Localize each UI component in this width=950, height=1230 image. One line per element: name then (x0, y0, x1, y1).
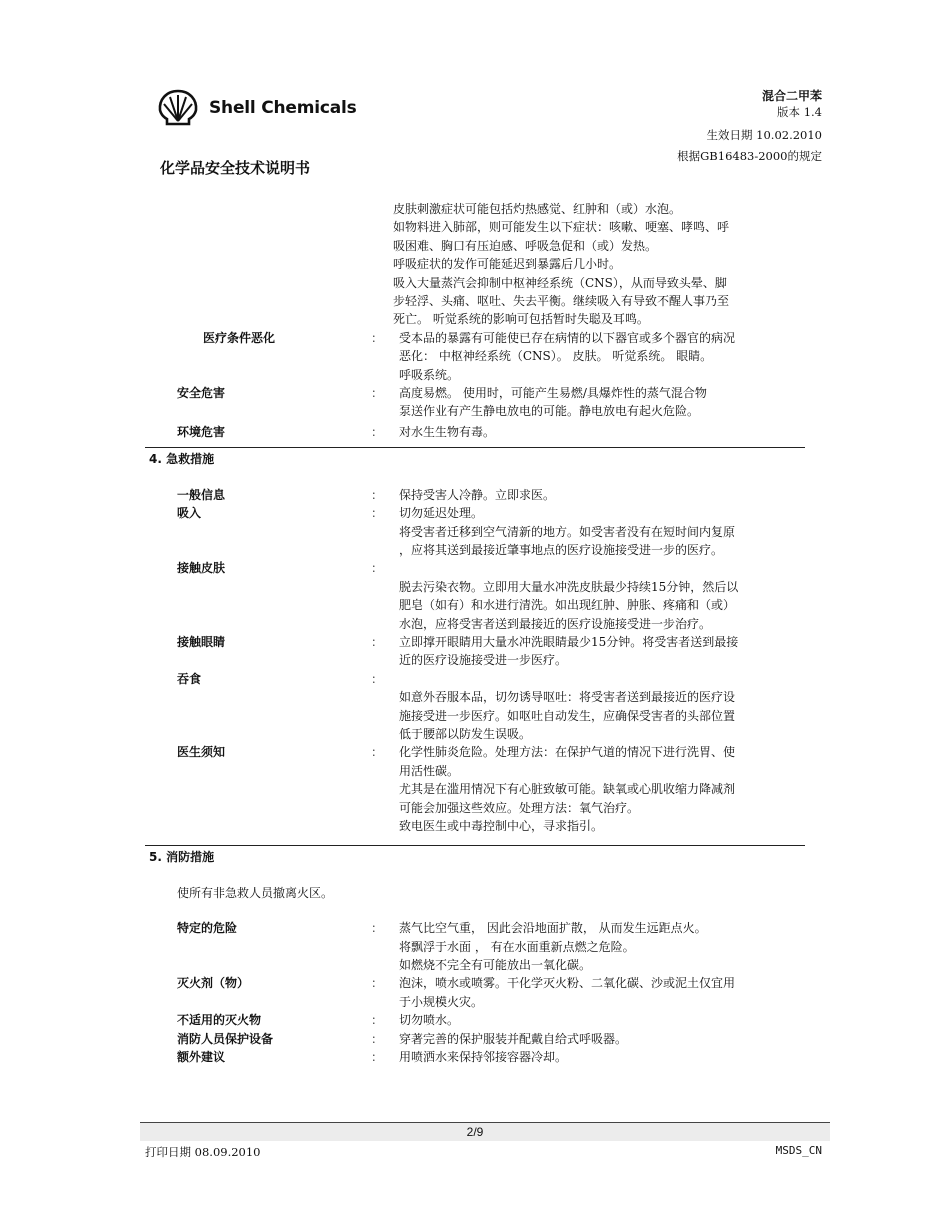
document-code: MSDS_CN (775, 1144, 822, 1157)
field-label: 特定的危险 (177, 921, 238, 936)
field-colon: ： (371, 487, 384, 502)
text-line: 穿著完善的保护服装并配戴自给式呼吸器。 (399, 1031, 628, 1046)
text-line: 肥皂（如有）和水进行清洗。如出现红肿、肿胀、疼痛和（或） (399, 598, 736, 613)
field-label: 额外建议 (177, 1050, 226, 1065)
text-line: 于小规模火灾。 (399, 994, 484, 1009)
field-colon: ： (371, 921, 384, 936)
text-line: 死亡。 听觉系统的影响可包括暂时失聪及耳鸣。 (393, 312, 649, 327)
text-line: ，应将其送到最接近肇事地点的医疗设施接受进一步的医疗。 (399, 542, 724, 557)
version: 版本 1.4 (777, 105, 822, 119)
text-line: 受本品的暴露有可能使已存在病情的以下器官或多个器官的病况 (399, 330, 736, 345)
field-colon: ： (371, 671, 384, 686)
product-name: 混合二甲苯 (761, 89, 822, 103)
header-meta (677, 88, 822, 165)
field-label: 接触皮肤 (177, 561, 226, 576)
text-line: 对水生生物有毒。 (399, 424, 496, 439)
text-line: 施接受进一步医疗。如呕吐自动发生，应确保受害者的头部位置 (399, 708, 736, 723)
print-date: 打印日期 08.09.2010 (145, 1145, 261, 1159)
field-unsuitable-media (145, 1011, 805, 1029)
field-specific-hazards (145, 919, 805, 974)
field-colon: ： (371, 634, 384, 649)
text-line: 将飘浮于水面 ， 有在水面重新点燃之危险。 (399, 939, 635, 954)
text-line: 立即撑开眼睛用大量水冲洗眼睛最少15分钟。将受害者送到最接 (399, 634, 739, 649)
text-line (399, 559, 805, 577)
field-colon: ： (371, 561, 384, 576)
text-line: 切勿喷水。 (399, 1013, 460, 1028)
field-colon: ： (371, 745, 384, 760)
text-line: 泡沫，喷水或喷雾。干化学灭火粉、二氧化碳、沙或泥土仅宜用 (399, 976, 736, 991)
text-line: 保持受害人冷静。立即求医。 (399, 487, 556, 502)
text-line: 高度易燃。 使用时，可能产生易燃/具爆炸性的蒸气混合物 (399, 386, 707, 401)
shell-logo (157, 88, 357, 128)
text-line: 切勿延迟处理。 (399, 506, 484, 521)
field-note-to-physician (145, 743, 805, 835)
section-heading: 4. 急救措施 (149, 452, 215, 467)
field-label: 接触眼睛 (177, 634, 226, 649)
field-medical-conditions (145, 329, 805, 384)
text-line: 用喷洒水来保持邻接容器冷却。 (399, 1050, 568, 1065)
field-inhalation (145, 504, 805, 559)
field-colon: ： (371, 1050, 384, 1065)
field-colon: ： (371, 1013, 384, 1028)
text-line (399, 670, 805, 688)
text-line: 低于腰部以防发生误吸。 (399, 726, 532, 741)
fire-intro: 使所有非急救人员撤离火区。 (177, 885, 334, 900)
text-line: 化学性肺炎危险。处理方法：在保护气道的情况下进行洗胃、使 (399, 745, 736, 760)
section-first-aid (145, 447, 805, 835)
text-line: 蒸气比空气重， 因此会沿地面扩散， 从而发生远距点火。 (399, 921, 707, 936)
text-line: 致电医生或中毒控制中心，寻求指引。 (399, 818, 604, 833)
field-safety-hazards (145, 384, 805, 421)
field-ingestion (145, 670, 805, 744)
text-line: 呼吸系统。 (399, 367, 460, 382)
field-label: 吸入 (177, 506, 202, 521)
field-colon: ： (371, 386, 384, 401)
text-line: 水泡，应将受害者送到最接近的医疗设施接受进一步治疗。 (399, 616, 712, 631)
field-colon: ： (371, 330, 384, 345)
field-environmental-hazards (145, 423, 805, 441)
field-label: 安全危害 (177, 386, 226, 401)
field-label: 不适用的灭火物 (177, 1013, 262, 1028)
field-colon: ： (371, 1031, 384, 1046)
text-line: 尤其是在滥用情况下有心脏致敏可能。缺氧或心肌收缩力降减剂 (399, 782, 736, 797)
field-firefighter-protection (145, 1030, 805, 1048)
field-label: 一般信息 (177, 487, 226, 502)
text-line: 呼吸症状的发作可能延迟到暴露后几小时。 (393, 257, 622, 272)
field-additional-advice (145, 1048, 805, 1066)
text-line: 近的医疗设施接受进一步医疗。 (399, 653, 568, 668)
text-line: 用活性碳。 (399, 763, 460, 778)
section-fire-fighting (145, 845, 805, 1066)
field-label: 环境危害 (177, 424, 226, 439)
field-label: 吞食 (177, 671, 202, 686)
section-heading: 5. 消防措施 (149, 850, 215, 865)
shell-pecten-icon (157, 88, 199, 128)
field-colon: ： (371, 976, 384, 991)
text-line: 如意外吞服本品，切勿诱导呕吐：将受害者送到最接近的医疗设 (399, 690, 736, 705)
brand-name: Shell Chemicals (209, 98, 357, 118)
text-line: 可能会加强这些效应。处理方法：氧气治疗。 (399, 800, 640, 815)
text-line: 如物料进入肺部，则可能发生以下症状：咳嗽、哽塞、哮鸣、呼 (393, 220, 730, 235)
field-general-info (145, 486, 805, 504)
field-label: 医疗条件恶化 (203, 330, 276, 345)
text-line: 脱去污染衣物。立即用大量水冲洗皮肤最少持续15分钟，然后以 (399, 579, 739, 594)
text-line: 吸困难、胸口有压迫感、呼吸急促和（或）发热。 (393, 238, 658, 253)
text-line: 如燃烧不完全有可能放出一氧化碳。 (399, 958, 592, 972)
document-title: 化学品安全技术说明书 (160, 159, 311, 177)
effective-date: 生效日期 10.02.2010 (706, 128, 822, 142)
text-line: 吸入大量蒸汽会抑制中枢神经系统（CNS），从而导致头晕、脚 (393, 275, 727, 290)
text-line: 将受害者迁移到空气清新的地方。如受害者没有在短时间内复原 (399, 524, 736, 539)
field-label: 灭火剂（物） (177, 976, 250, 991)
text-line: 恶化： 中枢神经系统（CNS）。 皮肤。 听觉系统。 眼睛。 (399, 349, 713, 364)
field-colon: ： (371, 506, 384, 521)
text-line: 步轻浮、头痛、呕吐、失去平衡。继续吸入有导致不醒人事乃至 (393, 294, 730, 309)
regulation: 根据GB16483-2000的规定 (677, 149, 822, 163)
field-label: 消防人员保护设备 (177, 1031, 274, 1046)
document-body (145, 200, 805, 1066)
field-colon: ： (371, 424, 384, 439)
text-line: 皮肤刺激症状可能包括灼热感觉、红肿和（或）水泡。 (393, 202, 682, 216)
field-extinguishing-media (145, 974, 805, 1011)
field-skin-contact (145, 559, 805, 633)
symptoms-continuation (145, 200, 805, 329)
text-line: 泵送作业有产生静电放电的可能。静电放电有起火危险。 (399, 404, 700, 419)
page-number: 2/9 (466, 1125, 484, 1139)
field-label: 医生须知 (177, 745, 226, 760)
field-eye-contact (145, 633, 805, 670)
